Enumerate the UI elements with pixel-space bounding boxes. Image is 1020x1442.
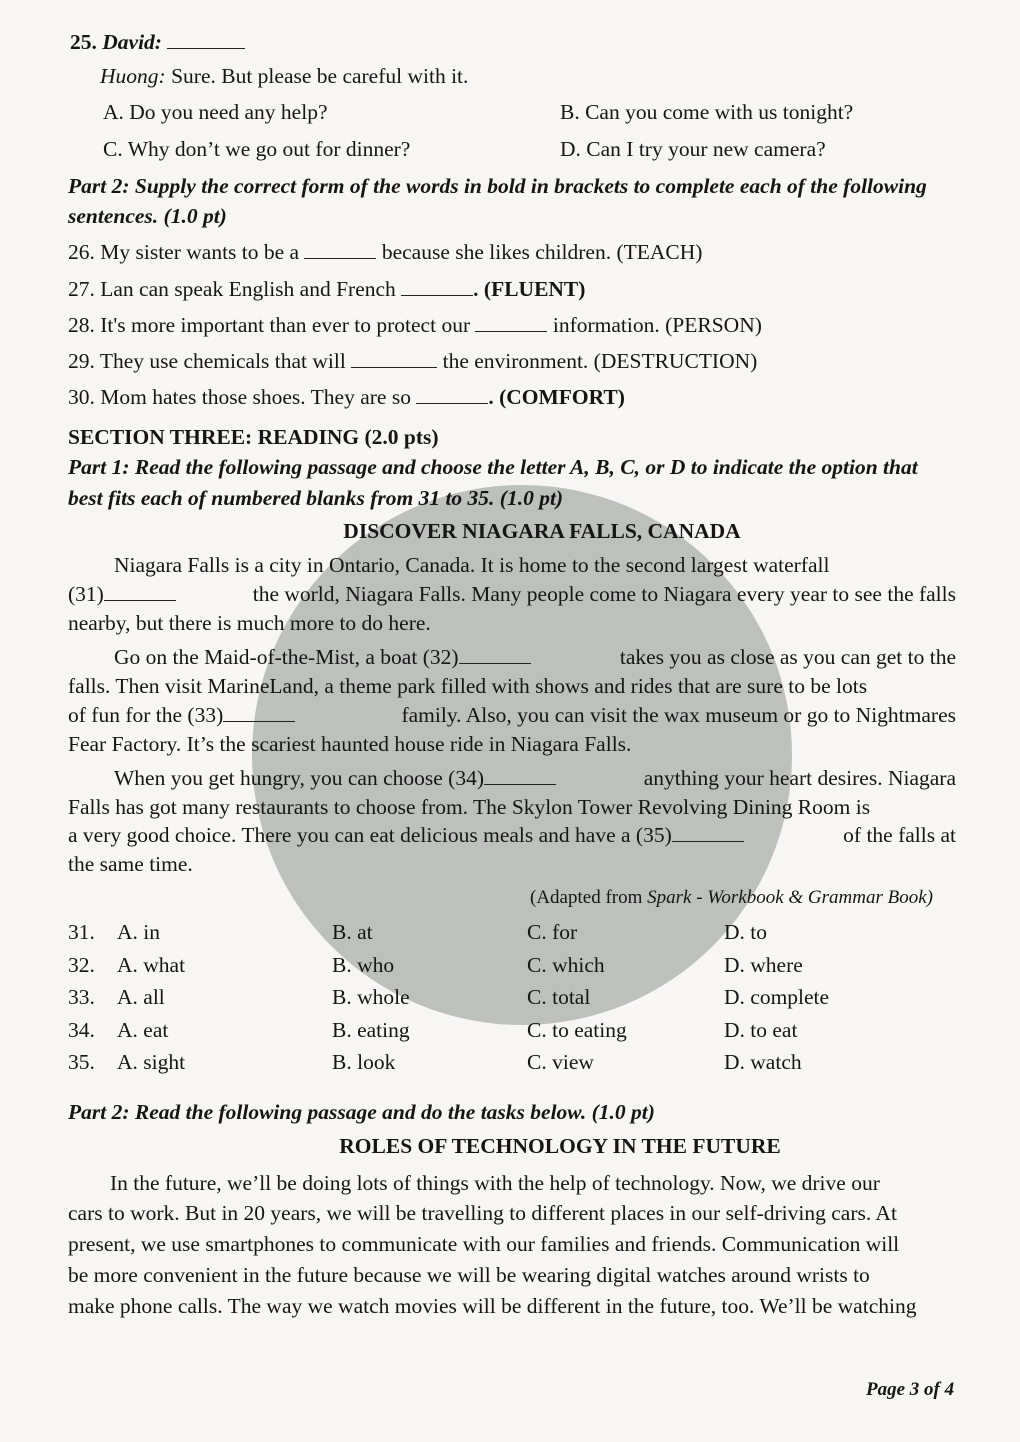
- passage-source: (Adapted from Spark - Workbook & Grammar Book): [530, 887, 933, 908]
- q25-prompt: 25. David:: [70, 30, 1020, 55]
- question-27: 27. Lan can speak English and French . (FLUENT): [68, 277, 586, 301]
- tech-passage-line5: make phone calls. The way we watch movies will be different in the future, too. We’ll be watching: [68, 1294, 917, 1318]
- question-29: 29. They use chemicals that will the environment. (DESTRUCTION): [68, 349, 758, 373]
- passage-p2-line1: Go on the Maid-of-the-Mist, a boat (32) takes you as close as you can get to the: [114, 645, 956, 669]
- section-three-heading: SECTION THREE: READING (2.0 pts): [68, 425, 439, 449]
- tech-passage-line3: present, we use smartphones to communicate with our families and friends. Communication will: [68, 1232, 900, 1256]
- passage-title: DISCOVER NIAGARA FALLS, CANADA: [343, 519, 741, 543]
- passage-p3-line2: Falls has got many restaurants to choose from. The Skylon Tower Revolving Dining Room is: [68, 795, 871, 819]
- speaker-david: David: [102, 30, 155, 54]
- q25-huong-line: Huong: Sure. But please be careful with it.: [100, 64, 469, 88]
- question-30: 30. Mom hates those shoes. They are so . (COMFORT): [68, 385, 625, 409]
- speaker-huong: Huong: [100, 64, 159, 88]
- tech-passage-line4: be more convenient in the future because we will be wearing digital watches around wrists to: [68, 1263, 870, 1287]
- part1-instruction-line1: Part 1: Read the following passage and choose the letter A, B, C, or D to indicate the option that: [68, 455, 918, 479]
- passage-p1-line3: nearby, but there is much more to do here.: [68, 611, 431, 635]
- part2-reading-instruction: Part 2: Read the following passage and do the tasks below. (1.0 pt): [68, 1100, 655, 1124]
- passage-p2-line4: Fear Factory. It’s the scariest haunted house ride in Niagara Falls.: [68, 732, 632, 756]
- passage-p1-line2: (31) the world, Niagara Falls. Many people come to Niagara every year to see the falls: [68, 582, 956, 606]
- passage-p3-line3: a very good choice. There you can eat delicious meals and have a (35) of the falls at: [68, 823, 956, 847]
- tech-passage-line1: In the future, we’ll be doing lots of things with the help of technology. Now, we drive our: [110, 1171, 880, 1195]
- passage-p2-line2: falls. Then visit MarineLand, a theme park filled with shows and rides that are sure to be lots: [68, 674, 868, 698]
- answer-blank: [167, 30, 245, 49]
- page-number: Page 3 of 4: [866, 1379, 955, 1400]
- q25-option-b: B. Can you come with us tonight?: [560, 100, 854, 124]
- question-26: 26. My sister wants to be a because she likes children. (TEACH): [68, 240, 703, 264]
- q25-option-d: D. Can I try your new camera?: [560, 137, 826, 161]
- part2-reading-title: ROLES OF TECHNOLOGY IN THE FUTURE: [339, 1134, 781, 1158]
- passage-p3-line4: the same time.: [68, 852, 193, 876]
- passage-p3-line1: When you get hungry, you can choose (34) anything your heart desires. Niagara: [114, 766, 956, 790]
- q25-option-a: A. Do you need any help?: [103, 100, 328, 124]
- tech-passage-line2: cars to work. But in 20 years, we will be travelling to different places in our self-driving cars. At: [68, 1201, 897, 1225]
- passage-p2-line3: of fun for the (33) family. Also, you can visit the wax museum or go to Nightmares: [68, 703, 956, 727]
- part2-instruction-line1: Part 2: Supply the correct form of the words in bold in brackets to complete each of the following: [68, 174, 927, 198]
- part2-instruction-line2: sentences. (1.0 pt): [68, 204, 227, 228]
- passage-p1-line1: Niagara Falls is a city in Ontario, Canada. It is home to the second largest waterfall: [114, 553, 830, 577]
- part1-instruction-line2: best fits each of numbered blanks from 31 to 35. (1.0 pt): [68, 486, 564, 510]
- question-28: 28. It's more important than ever to protect our information. (PERSON): [68, 313, 762, 337]
- q25-option-c: C. Why don’t we go out for dinner?: [103, 137, 411, 161]
